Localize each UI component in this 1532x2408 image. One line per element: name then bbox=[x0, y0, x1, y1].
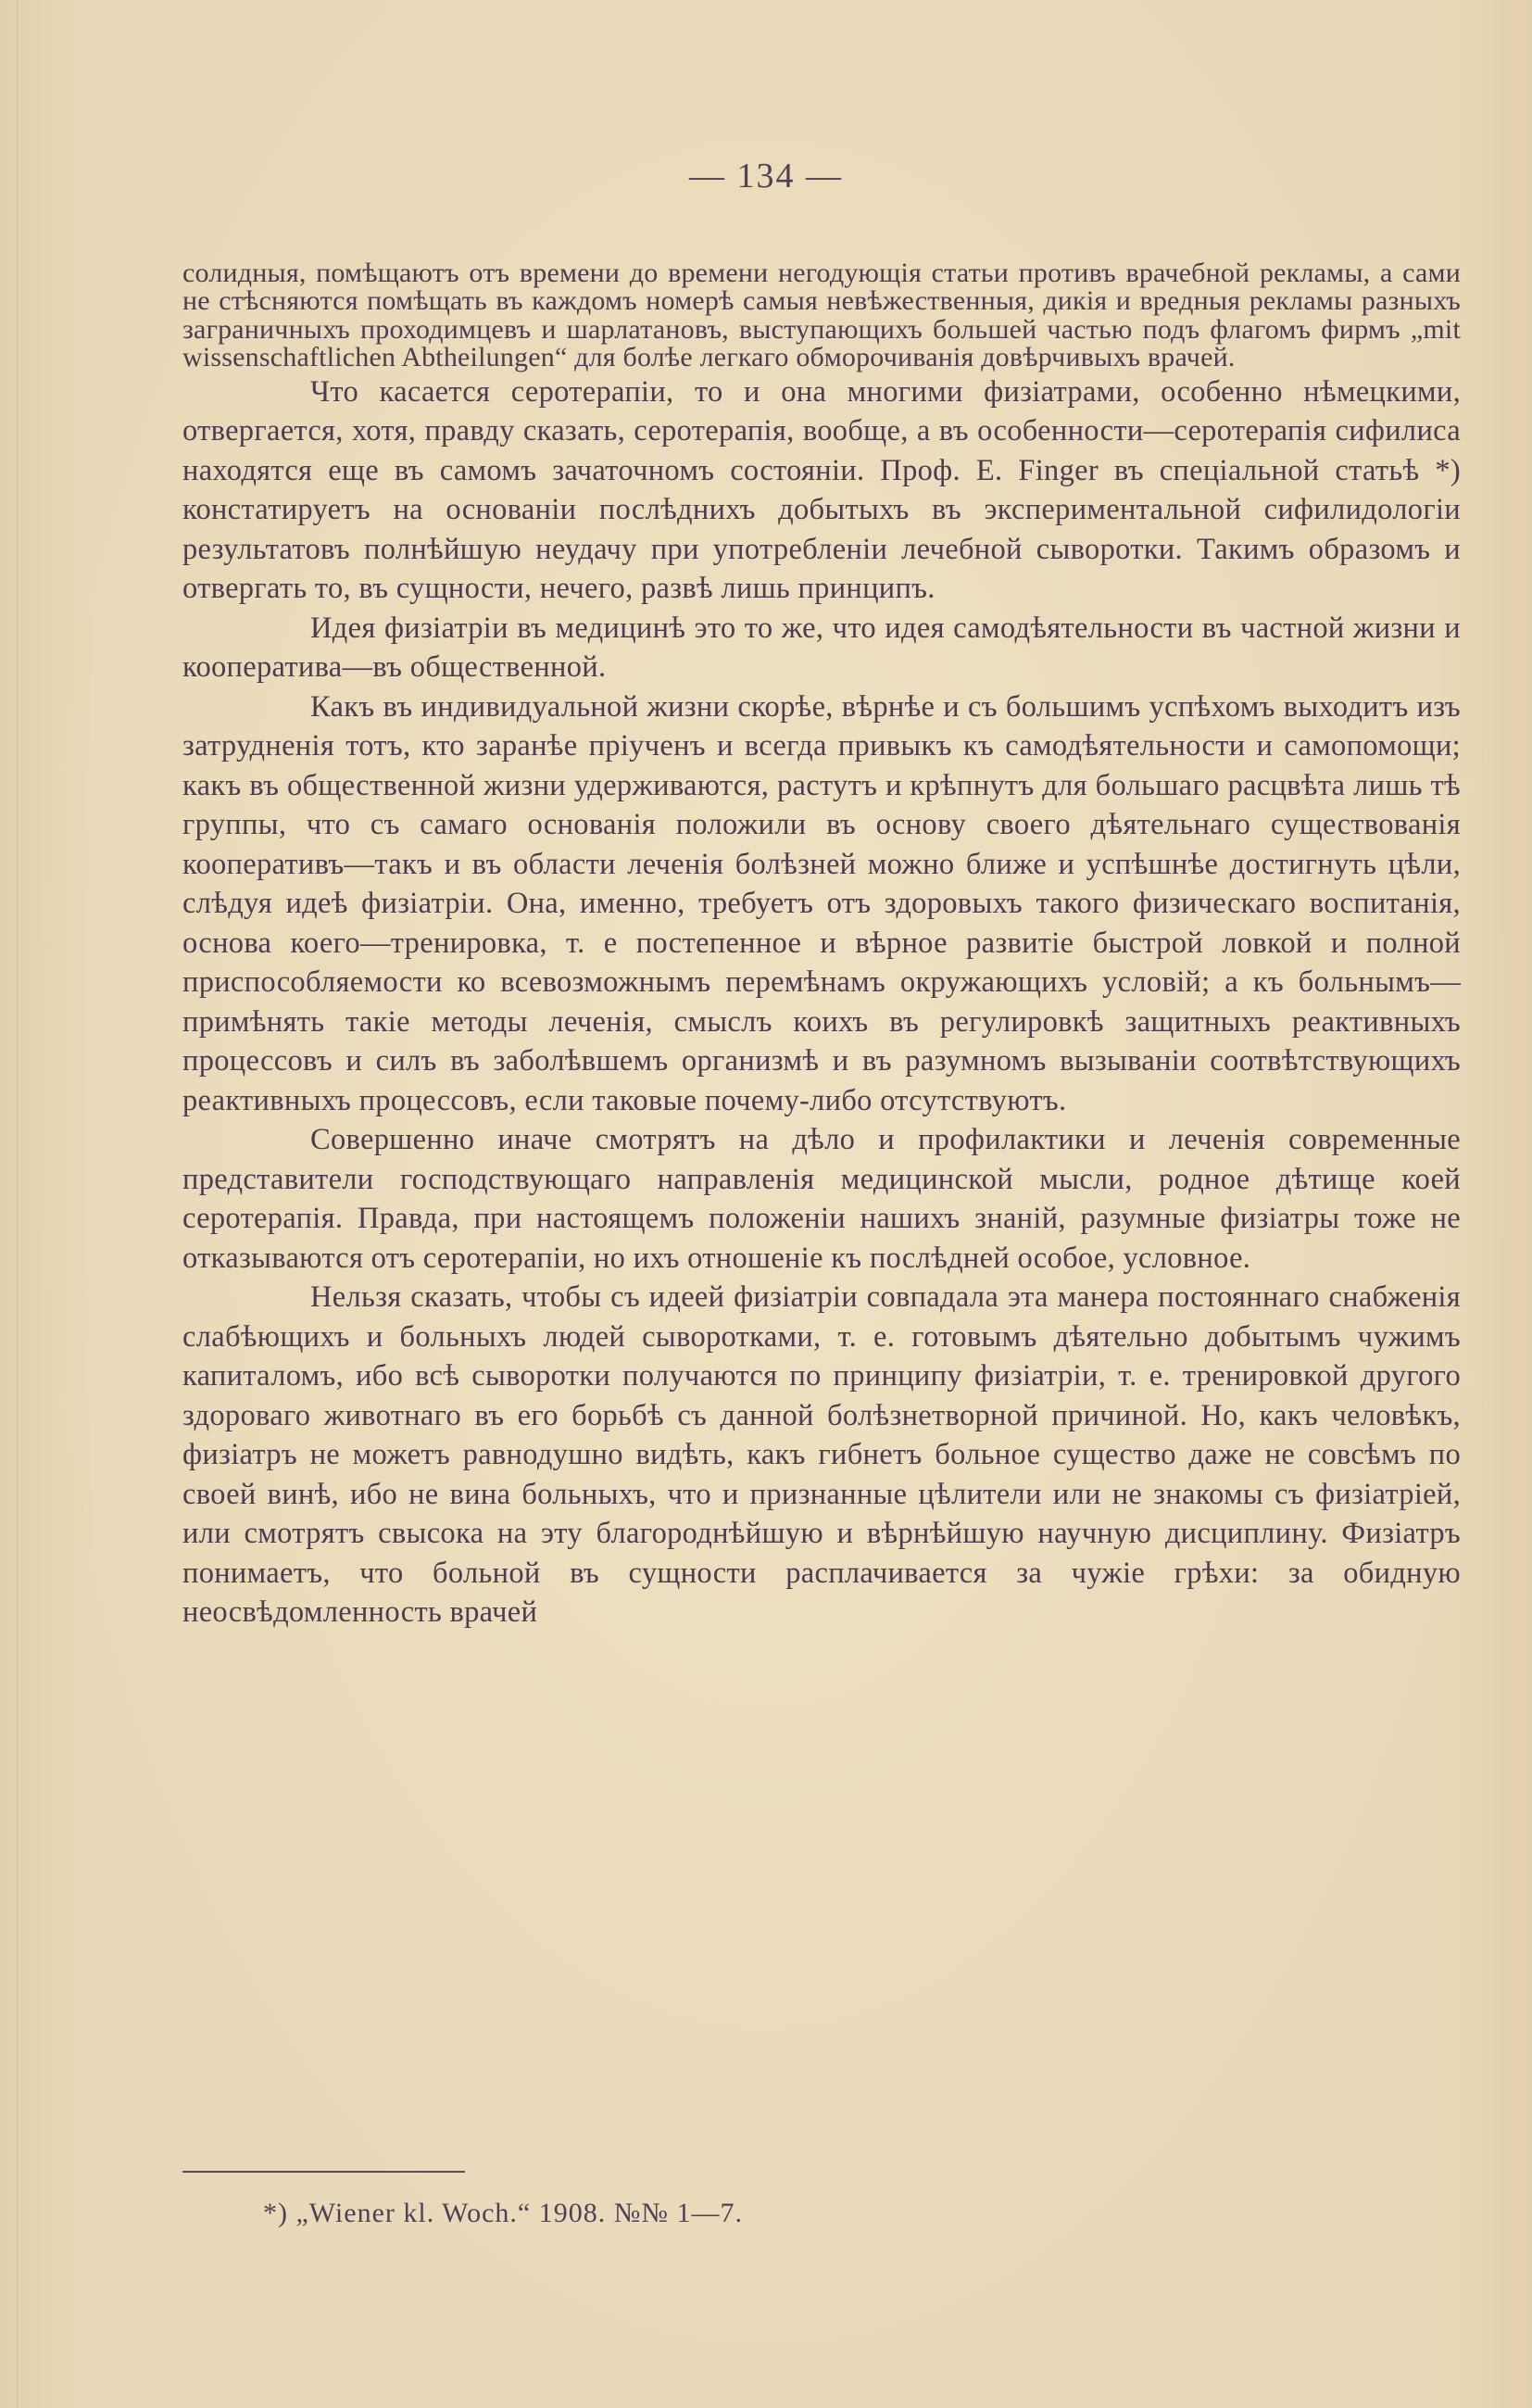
paragraph-idea: Идея физіатріи въ медицинѣ это то же, что идея самодѣятельности въ частной жизни и кооператива—въ общественной. bbox=[182, 611, 1461, 685]
paragraph-serotherapy: Что касается серотерапіи, то и она многими физіатрами, особенно нѣмецкими, отвергается, хотя, правду сказать, серотерапія, вообще, а въ особенности—серотерапія сифилиса находятся еще въ самомъ зачаточномъ состояніи. Проф. E. Finger въ спеціальной статьѣ *) констатируетъ на основаніи послѣднихъ добытыхъ въ экспериментальной сифилидологіи результатовъ полнѣйшую неудачу при употребленіи лечебной сыворотки. Такимъ образомъ и отвергать то, въ сущности, нечего, развѣ лишь принципъ. bbox=[182, 374, 1461, 606]
paragraph-cannot-say: Нельзя сказать, чтобы съ идеей физіатріи совпадала эта манера постояннаго снабженія слабѣющихъ и больныхъ людей сыворотками, т. е. готовымъ дѣятельно добытымъ чужимъ капиталомъ, ибо всѣ сыворотки получаются по принципу физіатріи, т. е. тренировкой другого здороваго животнаго въ его борьбѣ съ данной болѣзнетворной причиной. Но, какъ человѣкъ, физіатръ не можетъ равнодушно видѣть, какъ гибнетъ больное существо даже не совсѣмъ по своей винѣ, ибо не вина больныхъ, что и признанные цѣлители или не знакомы съ физіатріей, или смотрятъ свысока на эту благороднѣйшую и вѣрнѣйшую научную дисциплину. Физіатръ понимаетъ, что больной въ сущности расплачивается за чужіе грѣхи: за обидную неосвѣдомленность врачей bbox=[182, 1280, 1461, 1630]
footnote: *) „Wiener kl. Woch.“ 1908. №№ 1—7. bbox=[263, 2198, 743, 2228]
footnote-rule bbox=[182, 2171, 465, 2173]
page-number: — 134 — bbox=[689, 157, 843, 195]
paragraph-contemporary-view: Совершенно иначе смотрятъ на дѣло и профилактики и леченія современные представители господствующаго направленія медицинской мысли, родное дѣтище коей серотерапія. Правда, при настоящемъ положеніи нашихъ знаній, разумные физіатры тоже не отказываются отъ серотерапіи, но ихъ отношеніе къ послѣдней особое, условное. bbox=[182, 1123, 1461, 1275]
body-text bbox=[182, 259, 1461, 1633]
paragraph-individual-life: Какъ въ индивидуальной жизни скорѣе, вѣрнѣе и съ большимъ успѣхомъ выходитъ изъ затрудненія тотъ, кто заранѣе пріученъ и всегда привыкъ къ самодѣятельности и самопомощи; какъ въ общественной жизни удерживаются, растутъ и крѣпнутъ для большаго расцвѣта лишь тѣ группы, что съ самаго основанія положили въ основу своего дѣятельнаго существованія кооперативъ—такъ и въ области леченія болѣзней можно ближе и успѣшнѣе достигнуть цѣли, слѣдуя идеѣ физіатріи. Она, именно, требуетъ отъ здоровыхъ такого физическаго воспитанія, основа коего—тренировка, т. е постепенное и вѣрное развитіе быстрой ловкой и полной приспособляемости ко всевозможнымъ перемѣнамъ окружающихъ условій; а къ больнымъ—примѣнять такіе методы леченія, смыслъ коихъ въ регулировкѣ защитныхъ реактивныхъ процессовъ и силъ въ заболѣвшемъ организмѣ и въ разумномъ вызываніи соотвѣтствующихъ реактивныхъ процессовъ, если таковые почему-либо отсутствуютъ. bbox=[182, 689, 1461, 1117]
paragraph-continuation: солидныя, помѣщаютъ отъ времени до времени негодующія статьи противъ врачебной рекламы, а сами не стѣсняются помѣщать въ каждомъ номерѣ самыя невѣжественныя, дикія и вредныя рекламы разныхъ заграничныхъ проходимцевъ и шарлатановъ, выступающихъ большей частью подъ флагомъ фирмъ „mit wissenschaftlichen Abtheilungen“ для болѣе легкаго обморочиванія довѣрчивыхъ врачей. bbox=[182, 258, 1461, 373]
page-edge-shadow bbox=[17, 0, 19, 2408]
